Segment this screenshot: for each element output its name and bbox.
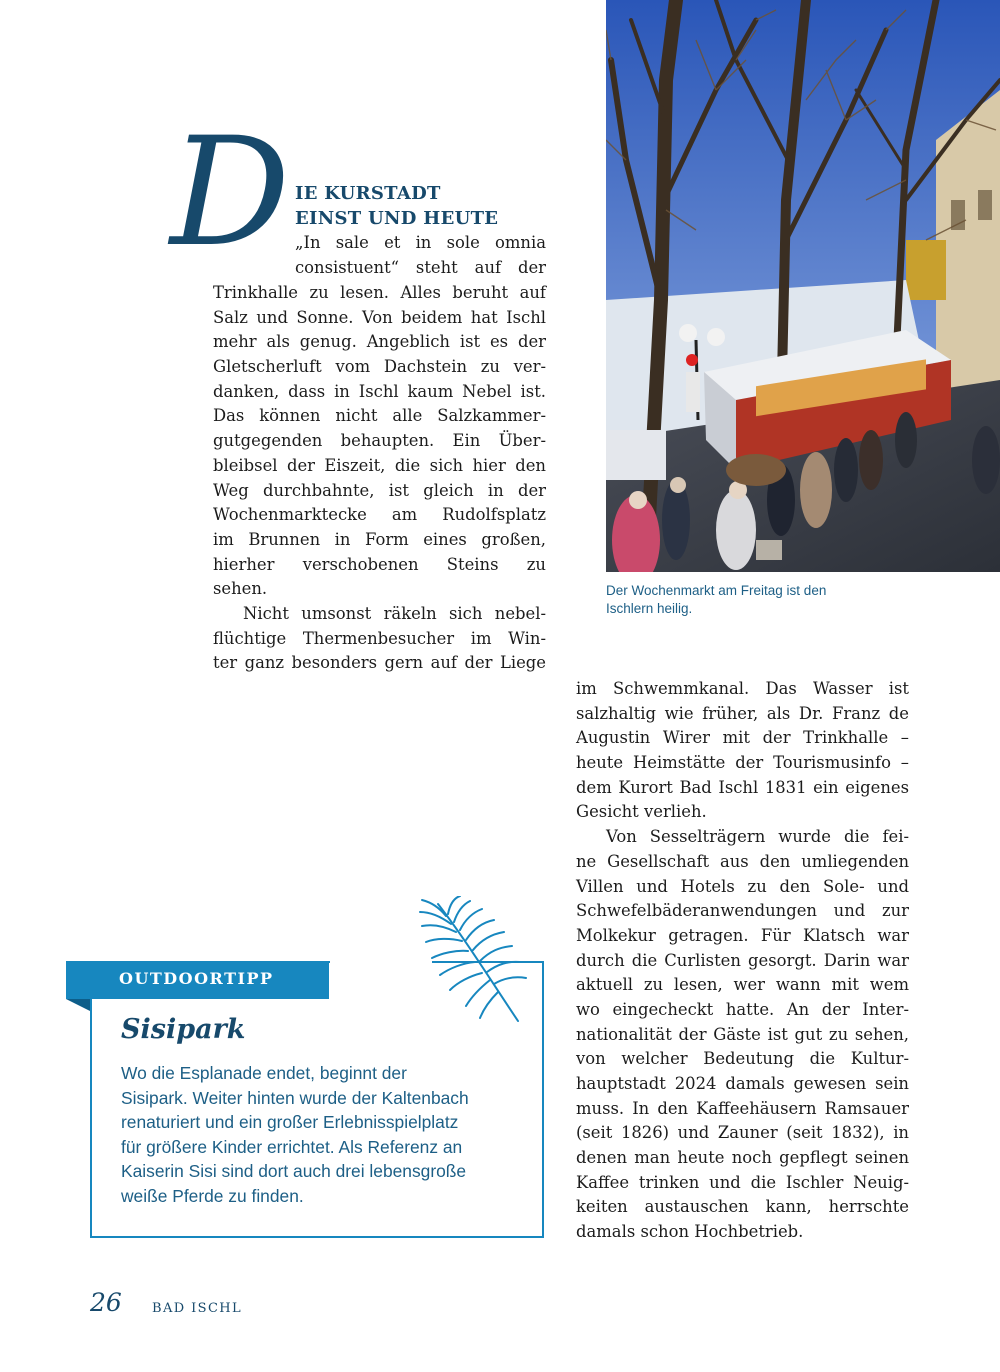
text-line: Wochenmarktecke am Rudolfsplatz [213, 505, 546, 525]
text-line: durch die Curlisten gesorgt. Darin war [576, 950, 909, 970]
tip-title: Sisipark [121, 1014, 246, 1045]
tip-text [121, 1061, 521, 1209]
text-line: hierher verschobenen Steins zu [213, 554, 546, 574]
text-line: Kaffee trinken und die Ischler Neuig- [576, 1172, 909, 1192]
running-title: BAD ISCHL [152, 1301, 243, 1316]
text-line: flüchtige Thermenbesucher im Win- [213, 628, 546, 648]
text-line: Schwefelbäderanwendungen und zur [576, 901, 909, 921]
text-line: im Schwemmkanal. Das Wasser ist [576, 679, 909, 698]
text-line: „In sale et in sole omnia [295, 233, 546, 252]
text-line: denen man heute noch gepflegt seinen [576, 1148, 909, 1168]
text-line: Weg durchbahnte, ist gleich in der [213, 480, 546, 500]
tip-label: OUTDOORTIPP [119, 969, 274, 988]
tip-label-fold [66, 999, 90, 1011]
text-line: aktuell zu lesen, wer wann mit wem [576, 975, 909, 995]
heading-line: EINST UND HEUTE [295, 208, 499, 229]
page-number: 26 [90, 1288, 122, 1317]
text-line: (seit 1826) und Zauner (seit 1832), in [576, 1123, 909, 1143]
text-line: von welcher Bedeutung die Kultur- [576, 1049, 909, 1069]
text-line: ter ganz besonders gern auf der Liege [213, 653, 546, 673]
tip-text-line: Wo die Esplanade endet, beginnt der [121, 1063, 407, 1083]
text-line: Gletscherluft vom Dachstein zu ver- [213, 357, 546, 377]
caption-line: Der Wochenmarkt am Freitag ist den [606, 583, 827, 598]
text-line: Nicht umsonst räkeln sich nebel- [243, 603, 546, 623]
drop-cap: D [170, 106, 291, 280]
text-line: nationalität der Gäste ist gut zu sehen, [576, 1024, 909, 1044]
text-line: salzhaltig wie früher, als Dr. Franz de [576, 703, 909, 723]
tip-text-line: Kaiserin Sisi sind dort auch drei lebensgroße [121, 1161, 467, 1182]
tip-text-line: für größere Kinder errichtet. Als Referenz an [121, 1136, 463, 1157]
text-line: keiten austauschen kann, herrschte [576, 1197, 909, 1217]
text-line: dem Kurort Bad Ischl 1831 ein eigenes [576, 777, 909, 797]
article-column-1-top [295, 231, 546, 280]
text-line: muss. In den Kaffeehäusern Ramsauer [576, 1098, 909, 1118]
text-line: ne Gesellschaft aus den umliegenden [576, 851, 909, 871]
text-line: Trinkhalle zu lesen. Alles beruht auf [213, 283, 546, 302]
tip-text-line: weiße Pferde zu finden. [121, 1185, 304, 1206]
text-line: im Brunnen in Form eines großen, [213, 529, 546, 549]
heading-line: IE KURSTADT [295, 183, 441, 204]
text-line: Das können nicht alle Salzkammer- [213, 406, 546, 426]
article-heading [295, 181, 498, 231]
text-line: mehr als genug. Angeblich ist es der [213, 332, 546, 352]
photo-caption [606, 582, 896, 618]
text-line: Gesicht verlieh. [576, 802, 707, 822]
text-line: Villen und Hotels zu den Sole- und [576, 876, 909, 896]
tip-text-line: Sisipark. Weiter hinten wurde der Kaltenbach [121, 1087, 469, 1108]
text-line: wo eingecheckt hatte. An der Inter- [576, 999, 909, 1019]
text-line: Salz und Sonne. Von beidem hat Ischl [213, 307, 546, 327]
text-line: sehen. [213, 579, 268, 599]
article-column-2 [576, 677, 909, 1245]
text-line: consistuent“ steht auf der [295, 257, 546, 277]
article-column-1 [213, 281, 546, 676]
text-line: damals schon Hochbetrieb. [576, 1222, 804, 1242]
text-line: heute Heimstätte der Tourismusinfo – [576, 753, 909, 773]
text-line: gutgegenden behaupten. Ein Über- [213, 431, 546, 451]
text-line: Augustin Wirer mit der Trinkhalle – [576, 728, 909, 748]
text-line: bleibsel der Eiszeit, die sich hier den [213, 455, 546, 475]
text-line: danken, dass in Ischl kaum Nebel ist. [213, 381, 546, 401]
tip-box-border-gap [330, 955, 432, 967]
pine-branch-icon [418, 896, 533, 1026]
caption-line: Ischlern heilig. [606, 601, 693, 616]
text-line: hauptstadt 2024 damals gewesen sein [576, 1074, 909, 1093]
text-line: Von Sesselträgern wurde die fei- [606, 827, 909, 847]
tip-text-line: renaturiert und ein großer Erlebnisspielplatz [121, 1112, 459, 1133]
market-photo [606, 0, 1000, 572]
text-line: Molkekur getragen. Für Klatsch war [576, 925, 909, 945]
